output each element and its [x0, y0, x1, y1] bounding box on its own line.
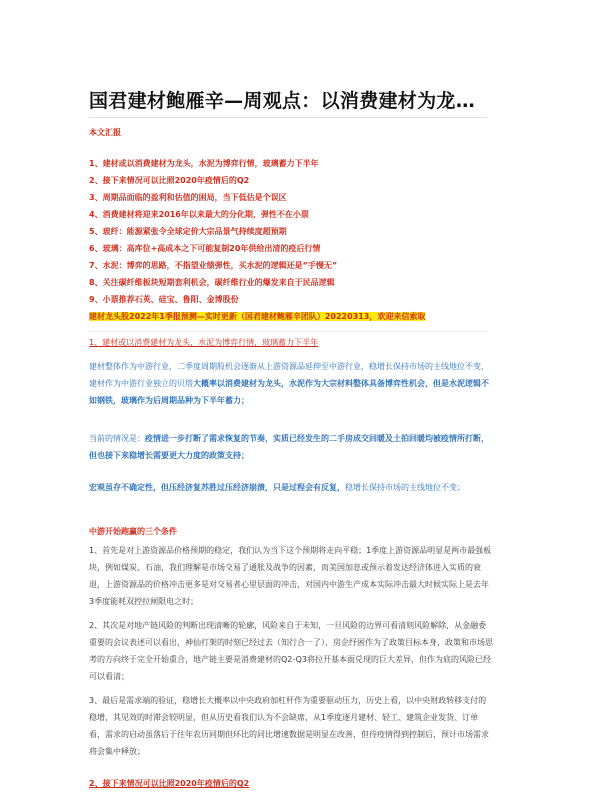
highlight-line [89, 308, 493, 325]
paragraph-1 [89, 358, 493, 409]
condition-2: 2、其次是对地产链风险的判断出现清晰的轮廓，风险来自于未知，一旦风险的边界可看清则风险解除，从金融委重要的会议表述可以看出，神仙打架的时刻已经过去（知行合一了），房企纾困作为了政策目标本身，政策和市场思考的方向终于完全开始重合，地产链主要是消费建材的Q2-Q3将拉开基本面兑现的巨大差异，但作为底的风险已经可以看清； [89, 621, 493, 681]
toc-list [89, 155, 493, 308]
toc-item[interactable]: 7、水泥：博弈的思路，不指望业绩弹性，买水泥的逻辑还是“手慢无” [89, 261, 338, 270]
title-divider [89, 117, 487, 118]
p3-text: 稳增长保持市场的主线地位不变； [345, 483, 465, 492]
section-divider [89, 331, 487, 332]
p2-lead: 当前的情况是： [89, 434, 145, 443]
p3-emphasis: 宏观虽存不确定性，但压经济复苏胜过压经济崩溃，只是过程会有反复， [89, 483, 345, 492]
condition-3: 3、最后是需求端的验证，稳增长大概率以中央政府加杠杆作为重要驱动压力，历史上看，以中央财政转移支付的稳增，其见效的时滞会较明显，但从历史看我们认为不会缺席，从1季度逐月建材、轻工、建筑企业发货、订单看，需求的启动虽落后于往年农历同期但环比的同比增速数据是明显在改善，但待疫情得到控制后，预计市场需求将会集中释放； [89, 696, 489, 756]
toc-item[interactable]: 6、玻璃：高库位+高成本之下可能复制20年供给出清的疫后行情 [89, 244, 321, 253]
p2-emphasis: 疫情进一步打断了需求恢复的节奏，实质已经发生的二手房成交回暖及土拍回暖均被疫情所打断，但也接下来稳增长需要更大力度的政策支持； [89, 434, 489, 460]
article-title: 国君建材鲍雁辛—周观点：以消费建材为龙… [89, 90, 476, 112]
toc-item[interactable]: 5、玻纤：能源紧张令全球定价大宗品景气持续度超预期 [89, 227, 287, 236]
highlight-text: 建材龙头股2022年1季报预测—实时更新（国君建材鲍雁辛团队）20220313，欢迎来信索取 [89, 312, 426, 321]
paragraph-3 [89, 479, 493, 496]
section1-heading: 1、建材或以消费建材为龙头，水泥为博弈行情，玻璃蓄力下半年 [89, 338, 319, 347]
condition-1: 1、首先是对上游资源品价格预期的稳定，我们认为当下这个预期将走向平稳；1季度上游资源品明显是两市最强板块，例如煤炭、石油，我们理解是市场交易了通胀及战争的因素，而美国加息或预示着发达经济体进入实质的衰退，上游资源品的价格冲击更多是对交易者心里层面的冲击，对国内中游生产成本实际冲击最大时候实际上是去年3季度能耗双控拉闸限电之时； [89, 546, 492, 606]
section2-heading: 2、接下来情况可以比照2020年疫情后的Q2 [89, 779, 250, 788]
p1-emphasis: 大概率以消费建材为龙头，水泥作为大宗材料整体具备博弈性机会，但是水泥逻辑不如钢铁，玻璃作为后周期品种为下半年蓄力； [89, 379, 489, 405]
paragraph-2 [89, 430, 493, 464]
toc-item[interactable]: 9、小票推荐石英、硅宝、鲁阳、金博股份 [89, 295, 239, 304]
toc-item[interactable]: 2、接下来情况可以比照2020年疫情后的Q2 [89, 176, 250, 185]
toc-item[interactable]: 3、周期品面临的盈利和估值的困局，当下低估是个误区 [89, 193, 287, 202]
toc-item[interactable]: 8、关注碳纤维板块短期套利机会，碳纤维行业的爆发来自于民品逻辑 [89, 278, 335, 287]
summary-heading: 本文汇报 [89, 128, 121, 137]
toc-item[interactable]: 4、消费建材将迎来2016年以来最大的分化期，弹性不在小票 [89, 210, 309, 219]
p1-text: 建材整体作为中游行业，二季度周期股机会逐渐从上游资源品延伸至中游行业，稳增长保持市场的主线地位不变，建材作为中游行业独立的贝塔 [89, 362, 489, 388]
toc-item[interactable]: 1、建材或以消费建材为龙头，水泥为博弈行情，玻璃蓄力下半年 [89, 159, 319, 168]
conditions-heading: 中游开始跑赢的三个条件 [89, 527, 177, 536]
